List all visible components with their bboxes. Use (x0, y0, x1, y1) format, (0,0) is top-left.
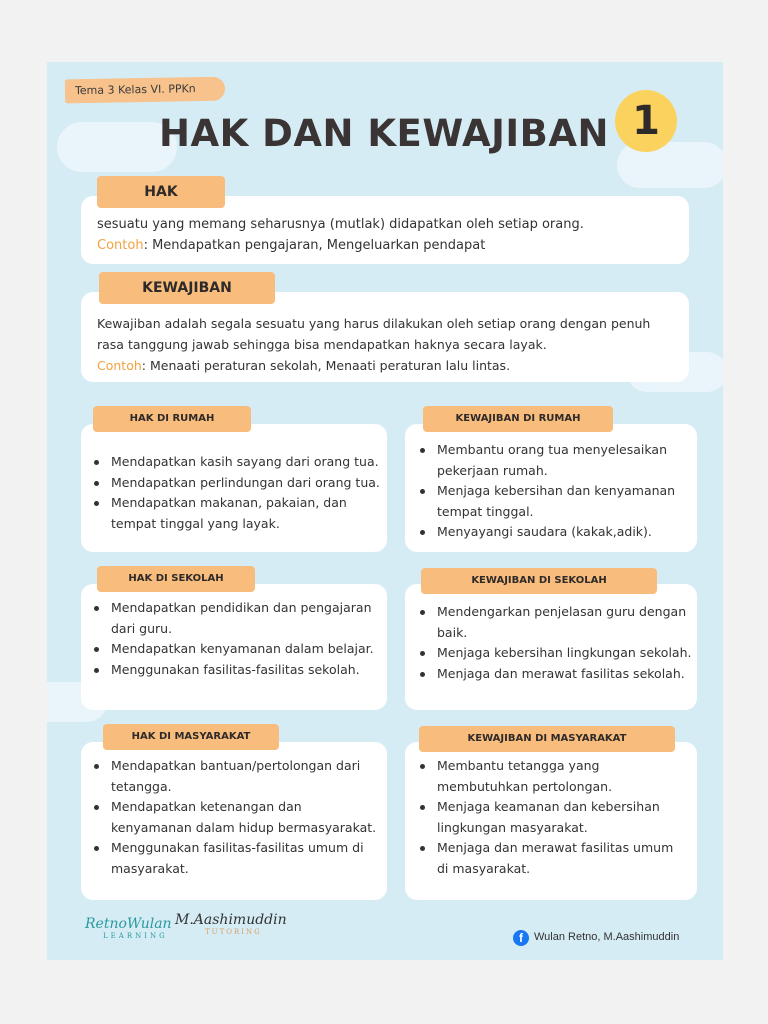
kewajiban-sekolah-label: KEWAJIBAN DI SEKOLAH (421, 568, 657, 594)
list-item: Mendapatkan makanan, pakaian, dan tempat tinggal yang layak. (87, 493, 387, 534)
retnowulan-logo (85, 916, 172, 940)
hak-sekolah-list (87, 598, 387, 680)
facebook-icon: f (513, 930, 529, 946)
number-badge: 1 (615, 90, 677, 152)
hak-sekolah-label: HAK DI SEKOLAH (97, 566, 255, 592)
list-item: Mendapatkan ketenangan dan kenyamanan dalam hidup bermasyarakat. (87, 797, 377, 838)
kewajiban-definition (97, 313, 687, 376)
list-item: Menjaga dan merawat fasilitas sekolah. (413, 664, 695, 685)
list-item: Membantu orang tua menyelesaikan pekerjaan rumah. (413, 440, 695, 481)
list-item: Mendapatkan bantuan/pertolongan dari tetangga. (87, 756, 377, 797)
contoh-key: Contoh (97, 238, 144, 253)
kewajiban-masyarakat-list (413, 756, 675, 879)
logo-subtext: TUTORING (205, 928, 262, 936)
hak-definition (97, 214, 677, 256)
list-item: Menjaga keamanan dan kebersihan lingkungan masyarakat. (413, 797, 675, 838)
kewajiban-masyarakat-label: KEWAJIBAN DI MASYARAKAT (419, 726, 675, 752)
hak-contoh (97, 235, 677, 256)
hak-masyarakat-label: HAK DI MASYARAKAT (103, 724, 279, 750)
hak-label: HAK (97, 176, 225, 208)
list-item: Mendengarkan penjelasan guru dengan baik. (413, 602, 695, 643)
logo-subtext: LEARNING (103, 932, 168, 940)
kewajiban-contoh (97, 355, 687, 376)
contoh-text: : Menaati peraturan sekolah, Menaati peraturan lalu lintas. (141, 358, 511, 373)
list-item: Menjaga dan merawat fasilitas umum di masyarakat. (413, 838, 675, 879)
hak-masyarakat-list (87, 756, 377, 879)
list-item: Mendapatkan perlindungan dari orang tua. (87, 473, 387, 494)
list-item: Mendapatkan kasih sayang dari orang tua. (87, 452, 387, 473)
contoh-text: : Mendapatkan pengajaran, Mengeluarkan pendapat (143, 238, 486, 253)
page-title: HAK DAN KEWAJIBAN (159, 112, 609, 155)
logo-text: M.Aashimuddin (175, 912, 287, 928)
list-item: Menjaga kebersihan lingkungan sekolah. (413, 643, 695, 664)
kewajiban-line2: rasa tanggung jawab sehingga bisa mendapatkan haknya secara layak. (97, 337, 547, 352)
list-item: Mendapatkan kenyamanan dalam belajar. (87, 639, 387, 660)
list-item: Menggunakan fasilitas-fasilitas sekolah. (87, 660, 387, 681)
contoh-key: Contoh (97, 358, 142, 373)
kewajiban-sekolah-list (413, 602, 695, 684)
logo-text: RetnoWulan (85, 916, 172, 932)
hak-text: sesuatu yang memang seharusnya (mutlak) didapatkan oleh setiap orang. (97, 217, 584, 232)
kewajiban-label: KEWAJIBAN (99, 272, 275, 304)
topic-tag: Tema 3 Kelas VI. PPKn (65, 77, 225, 104)
aashimuddin-logo (175, 912, 287, 936)
facebook-credit: Wulan Retno, M.Aashimuddin (534, 931, 680, 943)
kewajiban-rumah-label: KEWAJIBAN DI RUMAH (423, 406, 613, 432)
poster (47, 62, 723, 960)
kewajiban-line1: Kewajiban adalah segala sesuatu yang harus dilakukan oleh setiap orang dengan penuh (97, 316, 651, 331)
list-item: Menyayangi saudara (kakak,adik). (413, 522, 695, 543)
list-item: Membantu tetangga yang membutuhkan pertolongan. (413, 756, 675, 797)
list-item: Menjaga kebersihan dan kenyamanan tempat tinggal. (413, 481, 695, 522)
kewajiban-rumah-list (413, 440, 695, 543)
list-item: Menggunakan fasilitas-fasilitas umum di masyarakat. (87, 838, 377, 879)
hak-rumah-list (87, 452, 387, 534)
list-item: Mendapatkan pendidikan dan pengajaran dari guru. (87, 598, 387, 639)
hak-rumah-label: HAK DI RUMAH (93, 406, 251, 432)
